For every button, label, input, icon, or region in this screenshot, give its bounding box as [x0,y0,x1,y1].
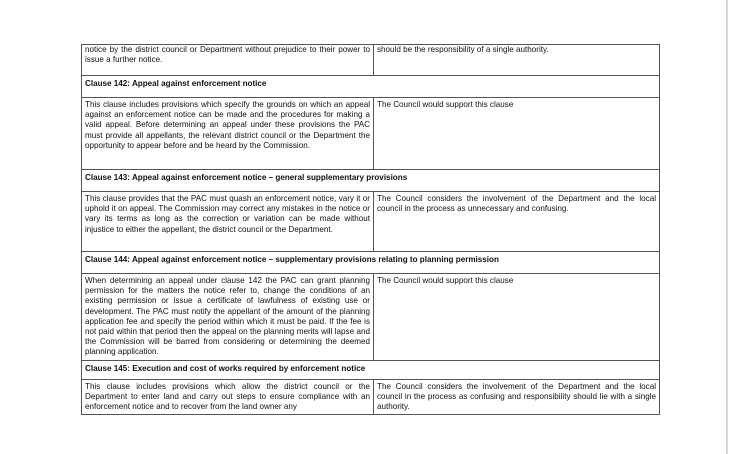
clause-142-heading: Clause 142: Appeal against enforcement notice [82,76,660,98]
table-row [82,45,660,76]
clause-145-heading: Clause 145: Execution and cost of works required by enforcement notice [82,360,660,379]
continuation-response-cell: should be the responsibility of a single authority. [374,45,660,76]
clause-145-response: The Council considers the involvement of the Department and the local council in the process as confusing and responsibility should lie with a single authority. [374,379,660,415]
continuation-summary-cell: notice by the district council or Department without prejudice to their power to issue a further notice. [82,45,374,76]
clause-145-summary: This clause includes provisions which allow the district council or the Department to enter land and carry out steps to ensure compliance with an enforcement notice and to recover from the land owner any [82,379,374,415]
clause-response-table [81,44,660,415]
clause-144-summary: When determining an appeal under clause 142 the PAC can grant planning permission for the matters the notice refer to, change the conditions of an existing permission or issue a certificate of lawfulness of existing use or development. The PAC must notify the appellant of the amount of the planning application fee and specify the period within which it must be paid. If the fee is not paid within that period then the appeal on the planning merits will lapse and the Commission will be barred from considering or determining the deemed planning application. [82,274,374,361]
clause-142-summary: This clause includes provisions which specify the grounds on which an appeal against an enforcement notice can be made and the procedures for making a valid appeal. Before determining an appeal under these provisions the PAC must provide all appellants, the relevant district council or the Department the opportunity to appear before and be heard by the Commission. [82,98,374,170]
table-row [82,192,660,252]
table-row [82,379,660,415]
clause-heading-row [82,170,660,192]
clause-144-response: The Council would support this clause [374,274,660,361]
clause-144-heading: Clause 144: Appeal against enforcement notice – supplementary provisions relating to planning permission [82,252,660,274]
table-row [82,274,660,361]
clause-heading-row [82,360,660,379]
clause-143-summary: This clause provides that the PAC must quash an enforcement notice, vary it or uphold it on appeal. The Commission may correct any mistakes in the notice or vary its terms as long as the correction or variation can be made without injustice to either the appellant, the district council or the Department. [82,192,374,252]
clause-142-response: The Council would support this clause [374,98,660,170]
clause-heading-row [82,76,660,98]
table-row [82,98,660,170]
clause-143-response: The Council considers the involvement of the Department and the local council in the process as unnecessary and confusing. [374,192,660,252]
clause-143-heading: Clause 143: Appeal against enforcement notice – general supplementary provisions [82,170,660,192]
page-edge [726,0,728,454]
clause-heading-row [82,252,660,274]
